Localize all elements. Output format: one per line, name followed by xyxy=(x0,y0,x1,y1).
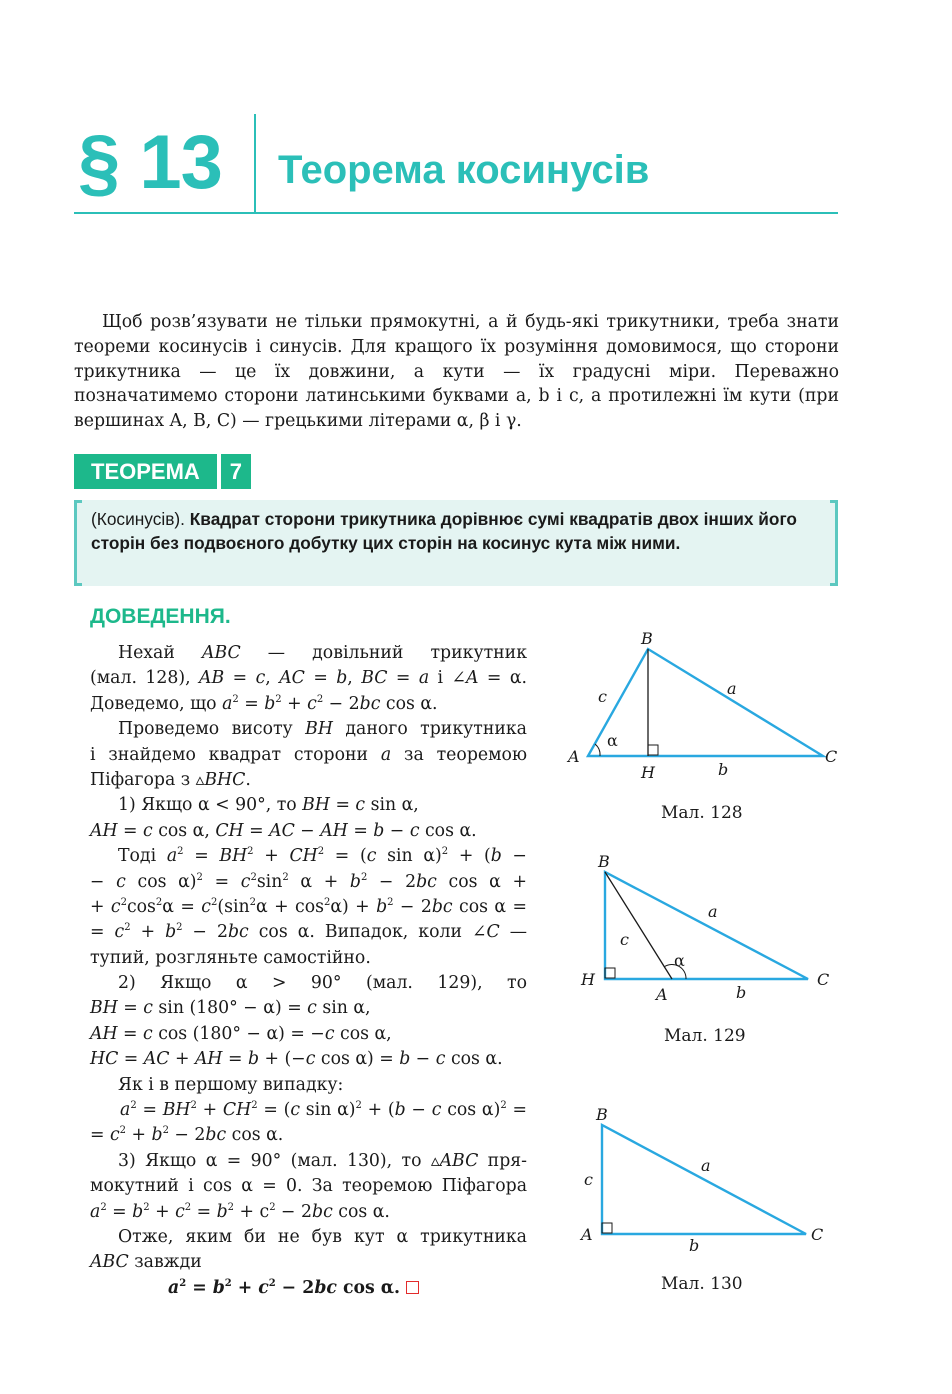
proof-line: 1) Якщо α < 90°, то BH = c sin α, xyxy=(118,795,419,816)
label-vertex-h: H xyxy=(581,970,595,989)
proof-line: Як і в першому випадку: xyxy=(118,1074,344,1095)
proof-line: − c $\cos \alpha)^2 = c^2\sin^2$ $\alpha + b^2 - 2bc$ cos α + xyxy=(90,871,527,892)
triangle-hbc xyxy=(605,872,808,979)
theorem-statement: Квадрат сторони трикутника дорівнює сумі квадратів двох інших його сторін без подвоєного добутку цих сторін на косинус кута між ними. xyxy=(91,509,797,553)
side-ab xyxy=(605,872,672,979)
right-angle-mark xyxy=(602,1223,612,1233)
label-side-b: b xyxy=(718,760,729,779)
header-divider xyxy=(254,114,256,214)
proof-line: Проведемо висоту BH даного трикутника xyxy=(118,719,527,740)
proof-line: = $c^2 + b^2 - 2bc$ cos α. xyxy=(90,1125,284,1146)
theorem-label xyxy=(74,454,251,489)
figure-130 xyxy=(570,1100,850,1260)
label-side-a: a xyxy=(727,679,737,698)
label-side-c: c xyxy=(598,687,607,706)
label-vertex-c: C xyxy=(817,970,830,989)
label-angle-alpha: α xyxy=(674,951,685,970)
intro-paragraph: Щоб розв’язувати не тільки прямокутні, а й будь-які трикутники, треба знати теореми косинусів і синусів. Для кращого їх розуміння домовимося, що сторони трикутника — це їх довжини, а кути — їх градусні міри. Переважно позначатимемо сторони латинськими буквами a, b і c, а протилежні їм кути (при вершинах A, B, C) — грецькими літерами α, β і γ. xyxy=(74,312,839,432)
section-title: Теорема косинусів xyxy=(278,148,650,192)
figure-128-caption: Мал. 128 xyxy=(661,803,743,823)
label-vertex-c: C xyxy=(825,747,838,766)
angle-arc xyxy=(595,744,600,756)
section-header xyxy=(74,112,838,214)
proof-conclusion: $a^2 = b^2 + c^2 - 2bc$ cos α. xyxy=(90,1276,527,1301)
label-side-b: b xyxy=(689,1236,700,1255)
proof-line: $a^2 = BH^2 + CH^2 = (c$ sin α)$^2$ + (b − c cos α)$^2$ = xyxy=(120,1100,527,1121)
proof-line: Нехай ABC — довільний трикутник xyxy=(118,643,528,663)
proof-line: $a^2 = b^2 + c^2 = b^2 + c^2 - 2bc$ cos α. xyxy=(90,1201,390,1222)
label-vertex-b: B xyxy=(598,852,610,871)
right-angle-mark xyxy=(605,968,615,978)
label-vertex-b: B xyxy=(641,629,653,648)
figure-129 xyxy=(570,848,850,1008)
proof-line: = $c^2 + b^2 - 2bc$ cos α. Випадок, коли ∠C — xyxy=(90,922,527,943)
label-vertex-b: B xyxy=(596,1105,608,1124)
proof-line: (мал. 128), AB = c, AC = b, BC = a і ∠A = α. xyxy=(90,668,527,689)
triangle-abc xyxy=(602,1125,806,1234)
theorem-label-word: ТЕОРЕМА xyxy=(74,454,217,489)
proof-line: 3) Якщо α = 90° (мал. 130), то ▵ABC пря- xyxy=(118,1150,527,1171)
theorem-bracket-left xyxy=(74,500,82,586)
right-angle-mark xyxy=(648,745,658,755)
theorem-bracket-right xyxy=(830,500,838,586)
proof-line: HC = AC + AH = b + (−c cos α) = b − c cos α. xyxy=(90,1049,503,1070)
theorem-name: (Косинусів). xyxy=(91,509,185,529)
label-vertex-h: H xyxy=(641,763,655,782)
proof-line: і знайдемо квадрат сторони a за теоремою xyxy=(90,744,527,765)
theorem-label-number: 7 xyxy=(221,454,251,489)
proof-line: AH = c cos (180° − α) = −c cos α, xyxy=(90,1023,392,1044)
proof-line: Піфагора з ▵BHC. xyxy=(90,769,251,790)
proof-line: 2) Якщо α > 90° (мал. 129), то xyxy=(118,973,527,994)
figure-128 xyxy=(560,625,850,790)
label-side-c: c xyxy=(620,930,629,949)
theorem-text xyxy=(91,508,821,555)
proof-line: Доведемо, що $a^2 = b^2 + c^2 - 2bc$ cos α. xyxy=(90,693,438,714)
proof-line: Тоді $a^2 = BH^2 + CH^2 = (c$ sin α)$^2$ + (b − xyxy=(118,846,528,867)
proof-line: мокутний і cos α = 0. За теоремою Піфагора xyxy=(90,1176,527,1197)
figure-130-caption: Мал. 130 xyxy=(661,1274,743,1294)
proof-body xyxy=(90,641,527,1301)
proof-line: + $c^2\cos^2\alpha = c^2(\sin^2\alpha + \cos^2\alpha) + b^2 - 2bc$ cos α = xyxy=(90,896,527,917)
section-number: § 13 xyxy=(78,120,222,205)
label-vertex-a: A xyxy=(581,1225,593,1244)
label-angle-alpha: α xyxy=(607,731,618,750)
qed-square-icon xyxy=(406,1281,419,1294)
label-vertex-c: C xyxy=(811,1225,824,1244)
proof-line: тупий, розгляньте самостійно. xyxy=(90,947,371,968)
figure-129-caption: Мал. 129 xyxy=(664,1026,746,1046)
label-side-c: c xyxy=(584,1170,593,1189)
label-vertex-a: A xyxy=(568,747,580,766)
header-rule xyxy=(74,212,838,214)
label-side-a: a xyxy=(708,902,718,921)
theorem-box xyxy=(74,500,838,586)
label-side-a: a xyxy=(701,1156,711,1175)
proof-line: BH = c sin (180° − α) = c sin α, xyxy=(90,998,371,1019)
proof-line: Отже, яким би не був кут α трикутника xyxy=(118,1226,527,1247)
proof-line: ABC завжди xyxy=(90,1252,202,1273)
label-side-b: b xyxy=(736,983,747,1002)
proof-heading: ДОВЕДЕННЯ. xyxy=(90,605,231,628)
triangle-abc xyxy=(588,649,823,756)
proof-line: AH = c cos α, CH = AC − AH = b − c cos α. xyxy=(90,820,477,841)
label-vertex-a: A xyxy=(656,985,668,1004)
